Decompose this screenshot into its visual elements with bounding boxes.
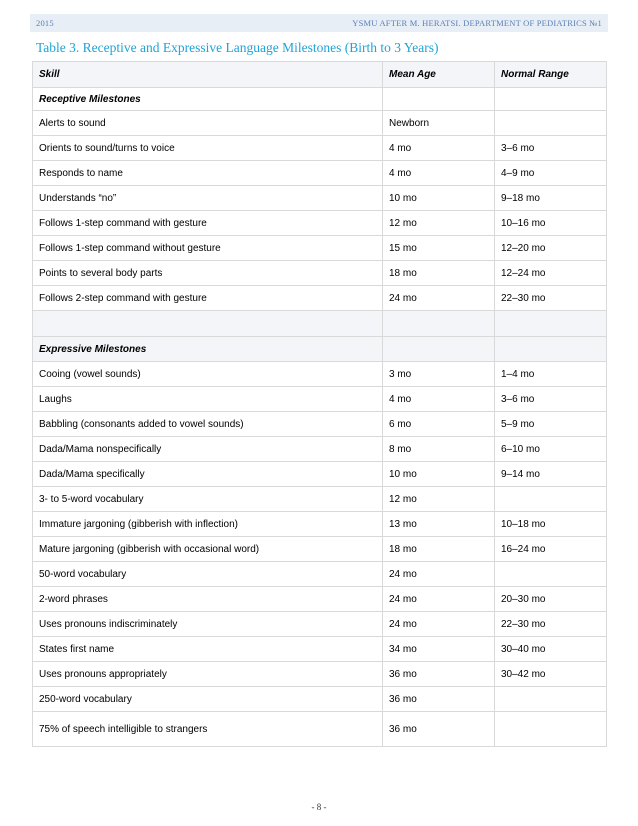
skill-cell: 2-word phrases <box>33 587 383 612</box>
skill-cell: Alerts to sound <box>33 111 383 136</box>
skill-cell: Orients to sound/turns to voice <box>33 136 383 161</box>
mean-age-cell: 18 mo <box>383 261 495 286</box>
normal-range-cell <box>495 111 607 136</box>
skill-cell: 250-word vocabulary <box>33 687 383 712</box>
table-row <box>33 562 607 587</box>
table-header-row <box>33 62 607 88</box>
skill-cell: States first name <box>33 637 383 662</box>
skill-cell: Babbling (consonants added to vowel sounds) <box>33 412 383 437</box>
normal-range-cell: 12–20 mo <box>495 236 607 261</box>
header-department: YSMU AFTER M. HERATSI. DEPARTMENT OF PEDIATRICS №1 <box>352 18 602 28</box>
column-header-skill: Skill <box>33 62 383 88</box>
skill-cell: 50-word vocabulary <box>33 562 383 587</box>
table-cell <box>495 337 607 362</box>
table-row <box>33 512 607 537</box>
mean-age-cell: 10 mo <box>383 186 495 211</box>
table-cell <box>33 311 383 337</box>
mean-age-cell: 6 mo <box>383 412 495 437</box>
mean-age-cell: 34 mo <box>383 637 495 662</box>
normal-range-cell: 3–6 mo <box>495 136 607 161</box>
skill-cell: Points to several body parts <box>33 261 383 286</box>
table-row <box>33 161 607 186</box>
skill-cell: Follows 1-step command without gesture <box>33 236 383 261</box>
table-row <box>33 537 607 562</box>
skill-cell: Responds to name <box>33 161 383 186</box>
normal-range-cell: 30–42 mo <box>495 662 607 687</box>
mean-age-cell: 13 mo <box>383 512 495 537</box>
normal-range-cell: 20–30 mo <box>495 587 607 612</box>
table-row <box>33 662 607 687</box>
normal-range-cell: 22–30 mo <box>495 612 607 637</box>
table-cell <box>495 88 607 111</box>
table-row <box>33 286 607 311</box>
normal-range-cell: 9–18 mo <box>495 186 607 211</box>
normal-range-cell <box>495 487 607 512</box>
skill-cell: Understands “no” <box>33 186 383 211</box>
normal-range-cell: 10–18 mo <box>495 512 607 537</box>
skill-cell: Dada/Mama nonspecifically <box>33 437 383 462</box>
normal-range-cell: 22–30 mo <box>495 286 607 311</box>
table-title: Table 3. Receptive and Expressive Language Milestones (Birth to 3 Years) <box>36 40 439 55</box>
milestones-table <box>32 61 607 747</box>
mean-age-cell: 15 mo <box>383 236 495 261</box>
table-row <box>33 637 607 662</box>
mean-age-cell: 36 mo <box>383 712 495 747</box>
table-cell <box>383 311 495 337</box>
table-cell <box>383 88 495 111</box>
section-row-receptive <box>33 88 607 111</box>
mean-age-cell: 24 mo <box>383 286 495 311</box>
table-row <box>33 412 607 437</box>
table-row <box>33 211 607 236</box>
spacer-row <box>33 311 607 337</box>
mean-age-cell: 36 mo <box>383 662 495 687</box>
page-number: - 8 - <box>311 802 327 812</box>
normal-range-cell: 1–4 mo <box>495 362 607 387</box>
skill-cell: Immature jargoning (gibberish with inflection) <box>33 512 383 537</box>
section-heading-expressive: Expressive Milestones <box>33 337 383 362</box>
table-row <box>33 261 607 286</box>
table-row <box>33 587 607 612</box>
mean-age-cell: 24 mo <box>383 587 495 612</box>
table-row <box>33 111 607 136</box>
skill-cell: Follows 2-step command with gesture <box>33 286 383 311</box>
mean-age-cell: 4 mo <box>383 136 495 161</box>
mean-age-cell: 3 mo <box>383 362 495 387</box>
section-row-expressive <box>33 337 607 362</box>
skill-cell: Cooing (vowel sounds) <box>33 362 383 387</box>
mean-age-cell: 24 mo <box>383 562 495 587</box>
column-header-normal-range: Normal Range <box>495 62 607 88</box>
section-heading-receptive: Receptive Milestones <box>33 88 383 111</box>
table-row <box>33 136 607 161</box>
mean-age-cell: Newborn <box>383 111 495 136</box>
mean-age-cell: 4 mo <box>383 161 495 186</box>
skill-cell: 75% of speech intelligible to strangers <box>33 712 383 747</box>
mean-age-cell: 12 mo <box>383 487 495 512</box>
skill-cell: Follows 1-step command with gesture <box>33 211 383 236</box>
table-row <box>33 236 607 261</box>
skill-cell: Laughs <box>33 387 383 412</box>
table-cell <box>495 311 607 337</box>
normal-range-cell: 30–40 mo <box>495 637 607 662</box>
normal-range-cell <box>495 687 607 712</box>
normal-range-cell <box>495 712 607 747</box>
mean-age-cell: 36 mo <box>383 687 495 712</box>
normal-range-cell: 5–9 mo <box>495 412 607 437</box>
table-row <box>33 612 607 637</box>
normal-range-cell: 16–24 mo <box>495 537 607 562</box>
skill-cell: Uses pronouns indiscriminately <box>33 612 383 637</box>
normal-range-cell: 3–6 mo <box>495 387 607 412</box>
header-year: 2015 <box>36 18 54 28</box>
table-cell <box>383 337 495 362</box>
normal-range-cell <box>495 562 607 587</box>
mean-age-cell: 18 mo <box>383 537 495 562</box>
column-header-mean-age: Mean Age <box>383 62 495 88</box>
skill-cell: Mature jargoning (gibberish with occasional word) <box>33 537 383 562</box>
page-header <box>30 14 608 32</box>
normal-range-cell: 12–24 mo <box>495 261 607 286</box>
table-row <box>33 712 607 747</box>
mean-age-cell: 12 mo <box>383 211 495 236</box>
table-row <box>33 387 607 412</box>
table-row <box>33 487 607 512</box>
normal-range-cell: 6–10 mo <box>495 437 607 462</box>
table-row <box>33 362 607 387</box>
mean-age-cell: 10 mo <box>383 462 495 487</box>
normal-range-cell: 9–14 mo <box>495 462 607 487</box>
mean-age-cell: 4 mo <box>383 387 495 412</box>
table-row <box>33 462 607 487</box>
normal-range-cell: 4–9 mo <box>495 161 607 186</box>
table-row <box>33 687 607 712</box>
normal-range-cell: 10–16 mo <box>495 211 607 236</box>
table-row <box>33 437 607 462</box>
skill-cell: Dada/Mama specifically <box>33 462 383 487</box>
table-row <box>33 186 607 211</box>
skill-cell: Uses pronouns appropriately <box>33 662 383 687</box>
skill-cell: 3- to 5-word vocabulary <box>33 487 383 512</box>
mean-age-cell: 24 mo <box>383 612 495 637</box>
mean-age-cell: 8 mo <box>383 437 495 462</box>
